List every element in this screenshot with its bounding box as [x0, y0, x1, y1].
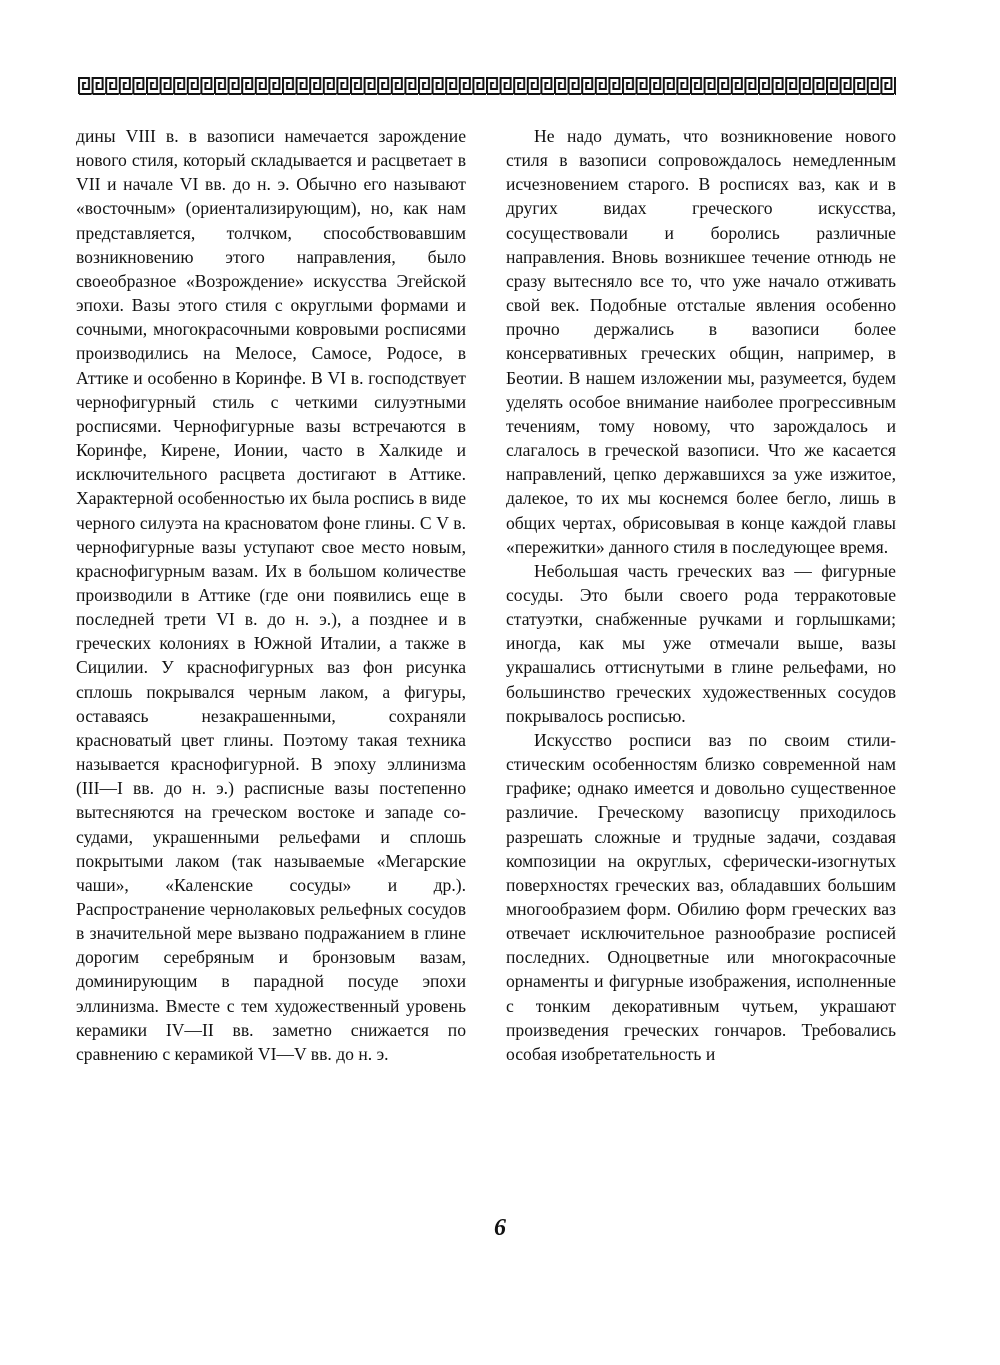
greek-key-border	[78, 74, 896, 96]
paragraph: Не надо думать, что возникновение нового стиля в вазописи сопровождалось немедленным исчезновением старого. В росписях ваз, как и в других видах греческого искусства, сосуществовали и боролись различные направления. Вновь возникшее течение отнюдь не сразу вытесняло все то, что уже начало отживать свой век. Подобные отсталые явления особенно прочно держались в вазописи более консервативных греческих общин, например, в Беотии. В нашем изложении мы, разумеется, будем уделять особое внимание наиболее прогрессивным течениям, тому новому, что зарождалось и слагалось в греческой вазописи. Что же касается направлений, цепко державшихся за уже изжитое, далекое, то их мы коснемся более бегло, лишь в общих чертах, обрисовывая в конце каждой главы «пережитки» данного стиля в последующее время.	[506, 126, 896, 557]
left-column	[76, 124, 466, 1066]
page-number: 6	[494, 1215, 506, 1241]
right-column	[506, 124, 896, 1066]
paragraph: Искусство росписи ваз по своим стилистическим особенностям близко современной нам графике; однако имеется и довольно существенное различие. Греческому вазописцу приходилось разрешать сложные и трудные задачи, создавая композиции на округлых, сферически-изогнутых поверхностях греческих ваз, обладавших большим многообразием форм. Обилию форм греческих ваз отвечает исключительное разнообразие росписей последних. Одноцветные или многокрасочные орнаменты и фигурные изображения, исполненные с тонким декоративным чутьем, украшают произведения греческих гончаров. Требовались особая изобретательность и	[506, 729, 896, 1064]
paragraph: Небольшая часть греческих ваз — фигурные сосуды. Это были своего рода терракотовые статуэтки, снабженные ручками и горлышками; иногда, как мы уже отмечали выше, вазы украшались оттиснутыми в глине рельефами, но большинство греческих художественных сосудов покрывалось росписью.	[506, 560, 896, 726]
paragraph: дины VIII в. в вазописи намечается зарождение нового стиля, который складывается и расцветает в VII и начале VI вв. до н. э. Обычно его называют «восточным» (ориентализирующим), но, как нам представляется, толчком, способствовавшим возникновению этого направления, было своеобразное «Возрождение» искусства Эгейской эпохи. Вазы этого стиля с округлыми формами и сочными, многокрасочными ковровыми росписями производились на Мелосе, Самосе, Родосе, в Аттике и особенно в Коринфе. В VI в. господствует чернофигурный стиль с четкими силуэтными росписями. Чернофигурные вазы встречаются в Коринфе, Кирене, Ионии, часто в Халкиде и исключительного расцвета достигают в Аттике. Характерной особенностью их была роспись в виде черного силуэта на красноватом фоне глины. С V в. чернофигурные вазы уступают свое место новым, краснофигурным вазам. Их в большом количестве производили в Аттике (где они появились еще в последней трети VI в. до н. э.), а позднее и в греческих колониях в Южной Италии, а также в Сицилии. У краснофигурных ваз фон рисунка сплошь покрывался черным лаком, а фигуры, оставаясь незакрашенными, сохраняли красноватый цвет глины. Поэтому такая техника называется краснофигурной. В эпоху эллинизма (III—I вв. до н. э.) расписные вазы постепенно вытесняются на греческом востоке и западе сосудами, украшенными рельефами и сплошь покрытыми лаком (так называемые «Мегарские чаши», «Каленские сосуды» и др.). Распространение чернолаковых рельефных сосудов в значительной мере вызвано подражанием в глине дорогим серебряным и бронзовым вазам, доминирующим в парадной посуде эпохи эллинизма. Вместе с тем художественный уровень керамики IV—II вв. заметно снижается по сравнению с керамикой VI—V вв. до н. э.	[76, 126, 466, 1064]
